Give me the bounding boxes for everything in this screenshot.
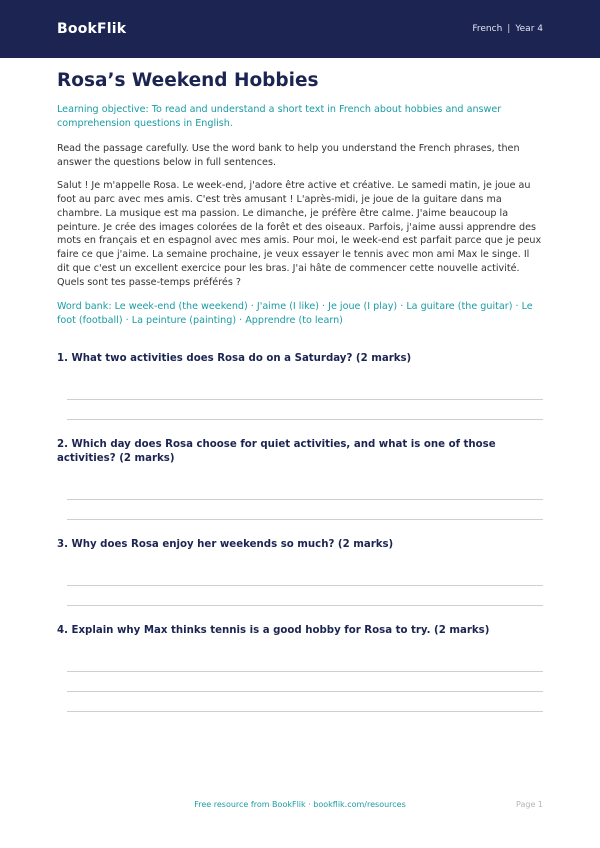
worksheet-content bbox=[0, 70, 600, 712]
reading-passage: Salut ! Je m'appelle Rosa. Le week-end, j'adore être active et créative. Le samedi matin, je joue au foot au parc avec mes amis. C'est très amusant ! L'après-midi, je joue de la guitare dans ma chambre. La musique est ma passion. Le dimanche, je préfère être calme. J'aime beaucoup la peinture. Je crée des images colorées de la forêt et des oiseaux. Parfois, j'aime aussi apprendre des mots en français et en espagnol avec mes amis. Pour moi, le week-end est parfait parce que je peux faire ce que j'aime. La semaine prochaine, je veux essayer le tennis avec mon ami Max le singe. Il dit que c'est un excellent exercice pour les bras. J'ai hâte de commencer cette nouvelle activité. Quels sont tes passe-temps préférés ? bbox=[57, 179, 542, 289]
answer-line[interactable] bbox=[67, 519, 543, 520]
question-2: 2. Which day does Rosa choose for quiet activities, and what is one of those activities? (2 marks) bbox=[57, 438, 496, 465]
meta-separator: | bbox=[507, 24, 511, 34]
question-1: 1. What two activities does Rosa do on a Saturday? (2 marks) bbox=[57, 352, 412, 364]
answer-line[interactable] bbox=[67, 499, 543, 500]
answer-lines-2 bbox=[67, 499, 543, 520]
question-3: 3. Why does Rosa enjoy her weekends so much? (2 marks) bbox=[57, 539, 394, 551]
page-number: Page 1 bbox=[516, 800, 543, 809]
header-bar bbox=[0, 0, 600, 58]
answer-lines-3 bbox=[67, 585, 543, 606]
answer-line[interactable] bbox=[67, 399, 543, 400]
learning-objective: Learning objective: To read and understand a short text in French about hobbies and answer comprehension questions in English. bbox=[57, 104, 502, 130]
answer-lines-1 bbox=[67, 399, 543, 420]
instructions: Read the passage carefully. Use the word bank to help you understand the French phrases, then answer the questions below in full sentences. bbox=[57, 143, 520, 168]
footer bbox=[0, 800, 600, 816]
answer-line[interactable] bbox=[67, 671, 543, 672]
year-label: Year 4 bbox=[515, 24, 543, 34]
question-4: 4. Explain why Max thinks tennis is a good hobby for Rosa to try. (2 marks) bbox=[57, 625, 490, 636]
answer-line[interactable] bbox=[67, 691, 543, 692]
answer-line[interactable] bbox=[67, 419, 543, 420]
answer-line[interactable] bbox=[67, 585, 543, 586]
word-bank: Word bank: Le week-end (the weekend) · J'aime (I like) · Je joue (I play) · La guitare (the guitar) · Le foot (football) · La peinture (painting) · Apprendre (to learn) bbox=[57, 301, 533, 326]
footer-credit[interactable]: Free resource from BookFlik · bookflik.com/resources bbox=[194, 800, 406, 809]
subject-label: French bbox=[472, 24, 503, 34]
brand-logo: BookFlik bbox=[57, 21, 127, 37]
answer-line[interactable] bbox=[67, 605, 543, 606]
page-title: Rosa’s Weekend Hobbies bbox=[57, 70, 319, 91]
subject-year bbox=[472, 24, 543, 34]
answer-line[interactable] bbox=[67, 711, 543, 712]
answer-lines-4 bbox=[67, 671, 543, 712]
